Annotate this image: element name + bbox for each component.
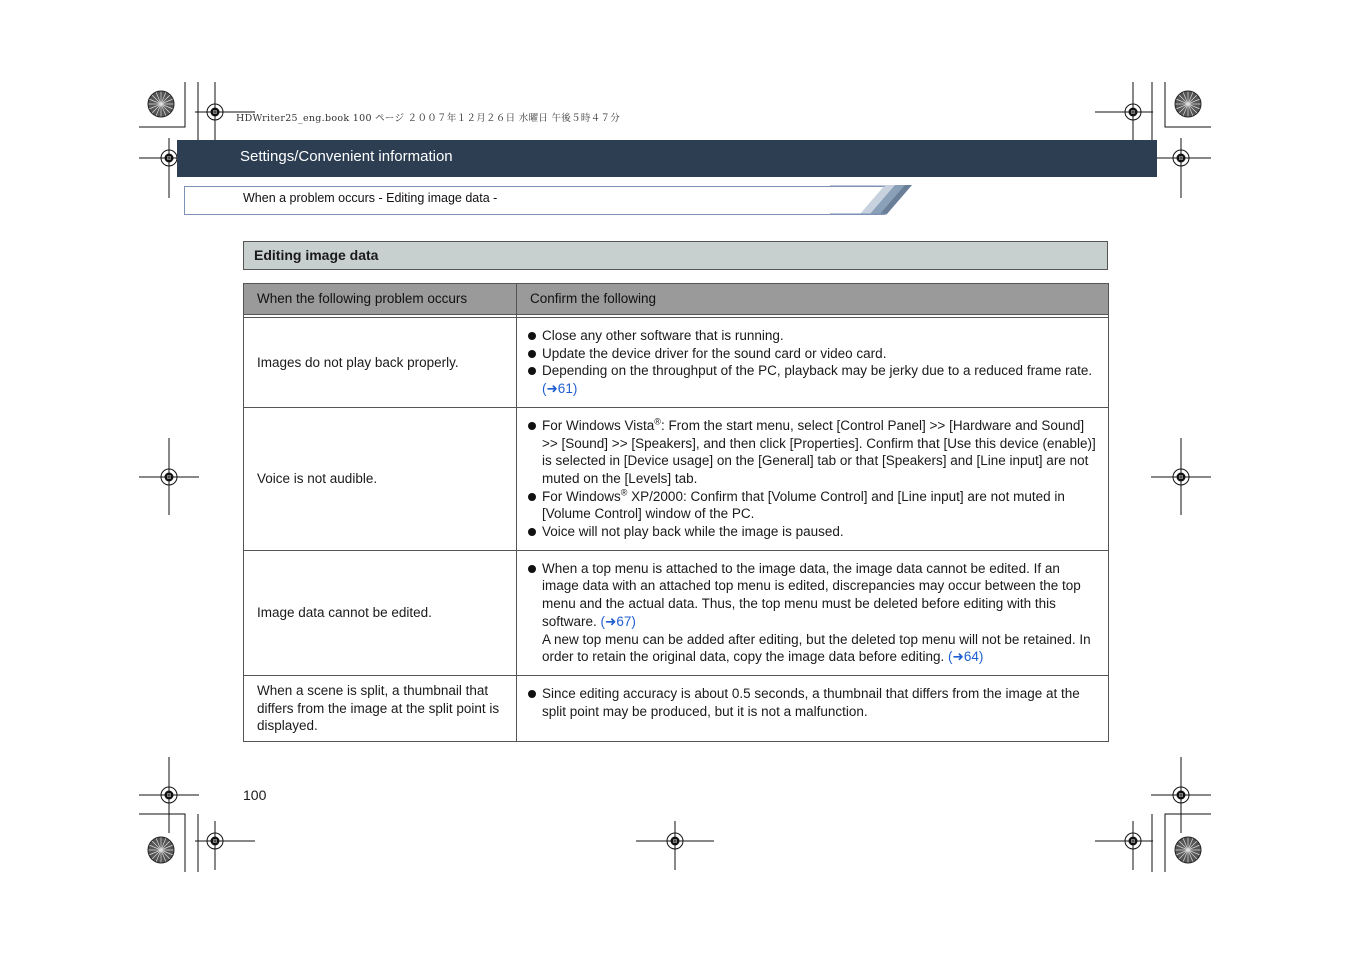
- table-row: [244, 318, 1109, 408]
- item-text: A new top menu can be added after editing, but the deleted top menu will not be retained. In order to retain the original data, copy the image data before editing.: [542, 631, 1091, 665]
- column-header-confirm: Confirm the following: [517, 284, 1109, 315]
- list-item: [527, 362, 1096, 397]
- color-wheel-icon: [1175, 837, 1201, 863]
- page-reference-link[interactable]: (➜64): [948, 649, 984, 665]
- item-text: Since editing accuracy is about 0.5 seconds, a thumbnail that differs from the image at the split point may be produced, but it is not a malfunction.: [542, 685, 1080, 719]
- page-title: Settings/Convenient information: [240, 148, 453, 165]
- problem-cell: Image data cannot be edited.: [244, 550, 517, 675]
- list-item: [527, 345, 1096, 363]
- item-text: Update the device driver for the sound card or video card.: [542, 345, 887, 361]
- item-text: : From the start menu, select [Control Panel] >> [Hardware and Sound] >> [Sound] >> [Speakers], and then click [Properties]. Confirm that [Use this device (enable)] is selected in [Device usage] on the [General] tab or that [Speakers] and [Line input] are not muted on the [Levels] tab.: [542, 417, 1096, 486]
- confirm-cell: [517, 550, 1109, 675]
- list-item: [527, 327, 1096, 345]
- breadcrumb-stripe: [830, 185, 920, 215]
- item-text: XP/2000: Confirm that [Volume Control] and [Line input] are not muted in [Volume Control] window of the PC.: [542, 488, 1065, 522]
- troubleshooting-table: [243, 283, 1109, 742]
- confirm-cell: [517, 675, 1109, 741]
- page-reference-link[interactable]: (➜67): [600, 613, 636, 629]
- item-text: Depending on the throughput of the PC, playback may be jerky due to a reduced frame rate.: [542, 363, 1093, 379]
- color-wheel-icon: [148, 91, 174, 117]
- list-item: [527, 560, 1096, 666]
- section-title: Editing image data: [254, 247, 379, 263]
- table-header-row: [244, 284, 1109, 315]
- table-row: [244, 550, 1109, 675]
- breadcrumb: When a problem occurs - Editing image data -: [243, 191, 498, 205]
- section-heading: [243, 241, 1108, 270]
- problem-cell: Images do not play back properly.: [244, 318, 517, 408]
- color-wheel-icon: [148, 837, 174, 863]
- item-text: Voice will not play back while the image is paused.: [542, 524, 844, 540]
- confirm-cell: [517, 318, 1109, 408]
- problem-cell: When a scene is split, a thumbnail that differs from the image at the split point is displayed.: [244, 675, 517, 741]
- confirm-cell: [517, 407, 1109, 550]
- color-wheel-icon: [1175, 91, 1201, 117]
- table-row: [244, 407, 1109, 550]
- item-text: When a top menu is attached to the image data, the image data cannot be edited. If an image data with an attached top menu is edited, discrepancies may occur between the top menu and the actual data. Thus, the top menu must be deleted before editing with this software.: [542, 560, 1081, 629]
- list-item: [527, 488, 1096, 523]
- table-row: [244, 675, 1109, 741]
- item-continuation: [542, 631, 1096, 666]
- list-item: [527, 685, 1096, 720]
- list-item: [527, 417, 1096, 488]
- item-text: For Windows Vista: [542, 417, 655, 433]
- print-metadata: HDWriter25_eng.book 100 ページ ２００７年１２月２６日 水曜日 午後５時４７分: [236, 113, 621, 124]
- item-text: For Windows: [542, 488, 621, 504]
- list-item: [527, 523, 1096, 541]
- registered-mark: ®: [620, 487, 628, 498]
- registered-mark: ®: [654, 416, 661, 427]
- page-reference-link[interactable]: (➜61): [542, 381, 578, 397]
- page-number: 100: [243, 787, 267, 803]
- column-header-problem: When the following problem occurs: [244, 284, 517, 315]
- problem-cell: Voice is not audible.: [244, 407, 517, 550]
- item-text: Close any other software that is running.: [542, 328, 784, 343]
